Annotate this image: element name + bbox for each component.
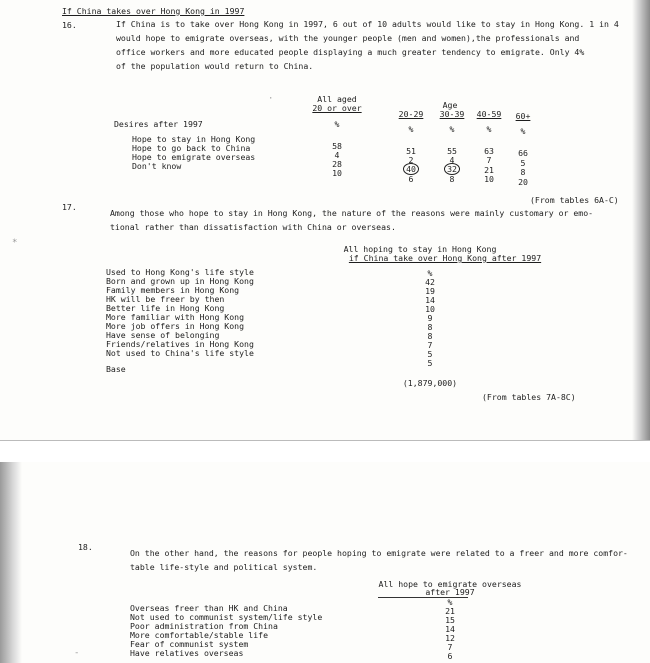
- scan-speck: *: [12, 238, 18, 248]
- scan-edge-shadow: [632, 0, 650, 440]
- s17-text-line-2: tional rather than dissatisfaction with China or overseas.: [110, 222, 396, 232]
- list-item-label: Better life in Hong Kong: [106, 303, 225, 313]
- list-item-label: More familiar with Hong Kong: [106, 312, 245, 322]
- s16-text-line-4: of the population would return to China.: [116, 61, 314, 71]
- list-item-label: More comfortable/stable life: [130, 630, 269, 640]
- list-item-label: Used to Hong Kong's life style: [106, 267, 254, 277]
- col-header-20-or-over: 20 or over: [312, 103, 362, 113]
- list-item-value: 10: [425, 304, 435, 314]
- paragraph-number-17: 17.: [62, 202, 77, 212]
- table-cell: 8: [449, 174, 455, 184]
- table-row-label: Hope to go back to China: [132, 143, 251, 153]
- s18-text-line-2: table life-style and political system.: [130, 562, 318, 572]
- col-header-line-2: if China take over Hong Kong after 1997: [348, 253, 542, 263]
- col-header-age-40-59: 40-59: [476, 109, 502, 119]
- list-item-value: 5: [427, 349, 433, 359]
- table-cell-circled: [436, 164, 468, 174]
- pct-sign: %: [520, 126, 526, 136]
- list-item-value: 6: [447, 651, 453, 661]
- table-cell: 10: [332, 168, 342, 178]
- col-header-all-aged: All aged: [317, 94, 357, 104]
- list-item-label: Not used to communist system/life style: [130, 612, 323, 622]
- list-item-value: 15: [445, 615, 455, 625]
- table-cell: 63: [484, 146, 494, 156]
- table-cell: 55: [447, 146, 457, 156]
- list-item-label: Have sense of belonging: [106, 330, 220, 340]
- table-row-label: Hope to stay in Hong Kong: [132, 134, 256, 144]
- s16-text-line-2: would hope to emigrate overseas, with the younger people (men and women),the professionals and: [116, 33, 580, 43]
- document-page-2: [0, 462, 650, 663]
- list-item-label: HK will be freer by then: [106, 294, 225, 304]
- pct-sign: %: [447, 597, 453, 607]
- table-cell: 2: [408, 155, 414, 165]
- base-label: Base: [106, 364, 126, 374]
- list-item-value: 7: [447, 642, 453, 652]
- scan-speck: ·: [268, 94, 274, 104]
- paragraph-number-16: 16.: [62, 20, 77, 30]
- scan-edge-shadow: [0, 462, 22, 663]
- table-cell: 58: [332, 141, 342, 151]
- list-item-value: 9: [427, 313, 433, 323]
- table-cell: 21: [484, 165, 494, 175]
- pct-sign: %: [486, 124, 492, 134]
- table-cell: 5: [520, 158, 526, 168]
- list-item-label: Have relatives overseas: [130, 648, 244, 658]
- list-item-label: Overseas freer than HK and China: [130, 603, 288, 613]
- list-item-value: 8: [427, 331, 433, 341]
- paragraph-number-18: 18.: [78, 542, 93, 552]
- table-cell: 4: [449, 155, 455, 165]
- table-row-label: Hope to emigrate overseas: [132, 152, 256, 162]
- table-cell: 28: [332, 159, 342, 169]
- section-heading: If China takes over Hong Kong in 1997: [62, 6, 245, 16]
- table-row-header: Desires after 1997: [114, 119, 203, 129]
- list-item-value: 14: [425, 295, 435, 305]
- table-cell: 66: [518, 148, 528, 158]
- table-cell: 51: [406, 146, 416, 156]
- col-header-age-60-plus: 60+: [515, 111, 531, 121]
- col-header-line-2: after 1997: [425, 587, 475, 597]
- col-header-age: Age: [442, 100, 458, 110]
- table-cell: 8: [520, 167, 526, 177]
- col-header-age-20-29: 20-29: [398, 109, 424, 119]
- list-item-value: 21: [445, 606, 455, 616]
- s18-text-line-1: On the other hand, the reasons for people hoping to emigrate were related to a freer and more comfor-: [130, 548, 628, 558]
- list-item-label: More job offers in Hong Kong: [106, 321, 245, 331]
- pct-sign: %: [334, 119, 340, 129]
- table-cell: 7: [486, 155, 492, 165]
- pct-sign: %: [427, 268, 433, 278]
- list-item-value: 8: [427, 322, 433, 332]
- list-item-value: 7: [427, 340, 433, 350]
- base-value: (1,879,000): [402, 378, 458, 388]
- hand-drawn-circle: 32: [444, 163, 460, 175]
- source-note: (From tables 7A-8C): [482, 392, 576, 402]
- list-item-label: Poor administration from China: [130, 621, 278, 631]
- list-item-value: 14: [445, 624, 455, 634]
- list-item-label: Born and grown up in Hong Kong: [106, 276, 254, 286]
- table-cell-circled: [395, 164, 427, 174]
- col-header-line-1: All hoping to stay in Hong Kong: [343, 244, 497, 254]
- s17-text-line-1: Among those who hope to stay in Hong Kong, the nature of the reasons were mainly customary or emo-: [110, 208, 594, 218]
- list-item-label: Not used to China's life style: [106, 348, 254, 358]
- hand-drawn-circle: 40: [403, 163, 419, 175]
- s16-text-line-1: If China is to take over Hong Kong in 1997, 6 out of 10 adults would like to stay in Hong Kong. 1 in 4: [116, 19, 619, 29]
- col-header-line-1: All hope to emigrate overseas: [378, 579, 522, 589]
- pct-sign: %: [449, 124, 455, 134]
- scan-speck: -: [74, 648, 80, 658]
- table-cell: 6: [408, 174, 414, 184]
- pct-sign: %: [408, 124, 414, 134]
- list-item-value: 42: [425, 277, 435, 287]
- table-cell: 20: [518, 177, 528, 187]
- col-header-age-30-39: 30-39: [439, 109, 465, 119]
- table-row-label: Don't know: [132, 161, 182, 171]
- s16-text-line-3: office workers and more educated people displaying a much greater tendency to emigrate. Only 4%: [116, 47, 585, 57]
- list-item-value: 12: [445, 633, 455, 643]
- list-item-label: Friends/relatives in Hong Kong: [106, 339, 254, 349]
- table-cell: 4: [334, 150, 340, 160]
- list-item-value: 5: [427, 358, 433, 368]
- list-item-label: Fear of communist system: [130, 639, 249, 649]
- source-note: (From tables 6A-C): [530, 195, 619, 205]
- list-item-label: Family members in Hong Kong: [106, 285, 240, 295]
- table-cell: 10: [484, 174, 494, 184]
- list-item-value: 19: [425, 286, 435, 296]
